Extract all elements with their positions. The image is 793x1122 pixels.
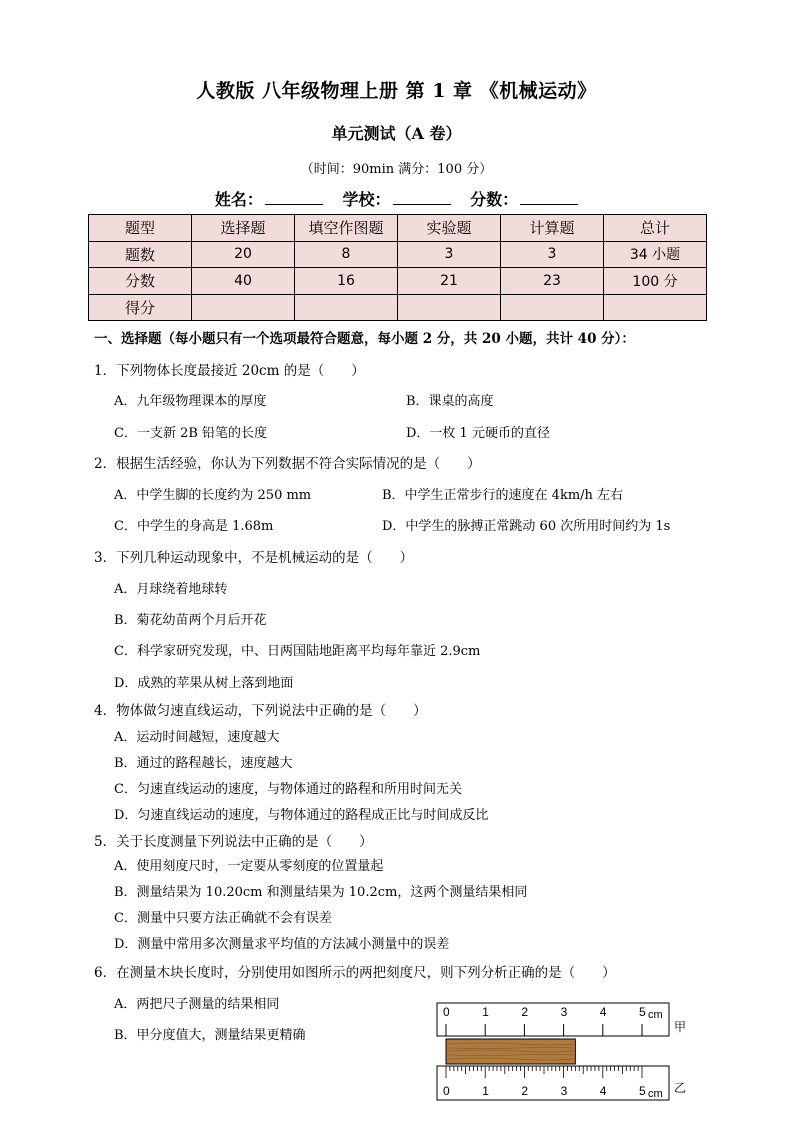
name-label: 姓名： <box>214 190 263 209</box>
question-3-option-c[interactable]: C．科学家研究发现，中、日两国陆地距离平均每年靠近 2.9cm <box>114 644 481 659</box>
score-table <box>88 214 707 321</box>
question-3-stem: 3．下列几种运动现象中，不是机械运动的是（ ） <box>94 550 414 566</box>
score-entry-cell[interactable] <box>604 294 707 321</box>
time-info: （时间：90min 满分：100 分） <box>300 162 493 177</box>
table-cell: 8 <box>295 241 398 268</box>
question-5-option-d[interactable]: D．测量中常用多次测量求平均值的方法减小测量中的误差 <box>114 937 450 952</box>
ruler-yi-tick-label: 2 <box>521 1084 529 1098</box>
question-2-option-d[interactable]: D．中学生的脉搏正常跳动 60 次所用时间约为 1s <box>382 519 671 534</box>
table-cell: 实验题 <box>398 215 501 242</box>
question-3-option-d[interactable]: D．成熟的苹果从树上落到地面 <box>114 676 294 691</box>
table-cell: 21 <box>398 268 501 295</box>
school-label: 学校： <box>342 190 391 209</box>
ruler-jia-tick-label: 3 <box>560 1005 568 1019</box>
score-entry-cell[interactable] <box>295 294 398 321</box>
page-title: 人教版 八年级物理上册 第 1 章 《机械运动》 <box>196 80 597 102</box>
ruler-figure <box>432 1000 692 1105</box>
table-row <box>89 241 707 268</box>
question-6-option-b[interactable]: B．甲分度值大，测量结果更精确 <box>114 1028 306 1043</box>
table-cell: 题型 <box>89 215 192 242</box>
school-blank[interactable] <box>393 190 451 205</box>
question-1-stem: 1．下列物体长度最接近 20cm 的是（ ） <box>94 363 365 379</box>
table-cell: 计算题 <box>501 215 604 242</box>
table-cell: 16 <box>295 268 398 295</box>
ruler-yi-tick-label: 3 <box>560 1084 568 1098</box>
question-1-option-a[interactable]: A．九年级物理课本的厚度 <box>114 394 267 409</box>
question-5-option-a[interactable]: A．使用刻度尺时，一定要从零刻度的位置量起 <box>114 859 384 874</box>
ruler-jia-tick-label: 0 <box>443 1005 450 1019</box>
question-4-option-b[interactable]: B．通过的路程越长，速度越大 <box>114 756 293 771</box>
question-4-option-d[interactable]: D．匀速直线运动的速度，与物体通过的路程成正比与时间成反比 <box>114 808 489 823</box>
question-5-option-c[interactable]: C．测量中只要方法正确就不会有误差 <box>114 911 332 926</box>
question-2-stem: 2．根据生活经验，你认为下列数据不符合实际情况的是（ ） <box>94 456 481 472</box>
table-row <box>89 268 707 295</box>
table-row <box>89 294 707 321</box>
ruler-yi-tick-label: 0 <box>443 1084 450 1098</box>
question-6-stem: 6．在测量木块长度时，分别使用如图所示的两把刻度尺，则下列分析正确的是（ ） <box>94 965 616 981</box>
page-subtitle: 单元测试（A 卷） <box>331 124 462 143</box>
table-cell: 得分 <box>89 294 192 321</box>
table-cell: 40 <box>192 268 295 295</box>
ruler-jia-label: 甲 <box>674 1020 687 1034</box>
table-cell: 23 <box>501 268 604 295</box>
score-entry-cell[interactable] <box>398 294 501 321</box>
name-blank[interactable] <box>265 190 323 205</box>
table-cell: 100 分 <box>604 268 707 295</box>
section-heading: 一、选择题（每小题只有一个选项最符合题意，每小题 2 分，共 20 小题，共计 40 分）： <box>94 331 635 347</box>
question-6-option-a[interactable]: A．两把尺子测量的结果相同 <box>114 997 280 1012</box>
table-cell: 20 <box>192 241 295 268</box>
question-2-option-a[interactable]: A．中学生脚的长度约为 250 mm <box>114 488 312 503</box>
table-cell: 选择题 <box>192 215 295 242</box>
ruler-diagram <box>432 1000 692 1105</box>
score-blank[interactable] <box>520 190 578 205</box>
score-entry-cell[interactable] <box>501 294 604 321</box>
question-4-option-c[interactable]: C．匀速直线运动的速度，与物体通过的路程和所用时间无关 <box>114 782 462 797</box>
ruler-yi-tick-label: 5 <box>639 1084 646 1098</box>
question-3-option-a[interactable]: A．月球绕着地球转 <box>114 582 228 597</box>
ruler-jia-tick-label: 1 <box>482 1005 489 1019</box>
question-2-option-b[interactable]: B．中学生正常步行的速度在 4km/h 左右 <box>382 488 624 503</box>
question-4-stem: 4．物体做匀速直线运动，下列说法中正确的是（ ） <box>94 703 427 719</box>
question-3-option-b[interactable]: B．菊花幼苗两个月后开花 <box>114 613 267 628</box>
question-5-option-b[interactable]: B．测量结果为 10.20cm 和测量结果为 10.2cm，这两个测量结果相同 <box>114 885 528 900</box>
ruler-yi-tick-label: 1 <box>482 1084 489 1098</box>
table-row <box>89 215 707 242</box>
score-entry-cell[interactable] <box>192 294 295 321</box>
ruler-jia-tick-label: 4 <box>599 1005 607 1019</box>
question-5-stem: 5．关于长度测量下列说法中正确的是（ ） <box>94 834 373 850</box>
student-info-line <box>0 187 793 210</box>
question-2-option-c[interactable]: C．中学生的身高是 1.68m <box>114 519 274 534</box>
ruler-yi-tick-label: 4 <box>599 1084 607 1098</box>
ruler-yi-unit: cm <box>648 1088 663 1100</box>
ruler-jia-tick-label: 5 <box>639 1005 646 1019</box>
table-cell: 3 <box>501 241 604 268</box>
question-4-option-a[interactable]: A．运动时间越短，速度越大 <box>114 730 280 745</box>
ruler-jia <box>437 1003 669 1036</box>
table-cell: 题数 <box>89 241 192 268</box>
ruler-jia-tick-label: 2 <box>521 1005 529 1019</box>
question-1-option-c[interactable]: C．一支新 2B 铅笔的长度 <box>114 426 268 441</box>
table-cell: 总计 <box>604 215 707 242</box>
ruler-yi-label: 乙 <box>674 1081 687 1095</box>
table-cell: 34 小题 <box>604 241 707 268</box>
question-1-option-b[interactable]: B．课桌的高度 <box>406 394 494 409</box>
ruler-yi <box>437 1066 669 1100</box>
question-1-option-d[interactable]: D．一枚 1 元硬币的直径 <box>406 426 550 441</box>
table-cell: 分数 <box>89 268 192 295</box>
table-cell: 填空作图题 <box>295 215 398 242</box>
ruler-jia-unit: cm <box>648 1009 663 1021</box>
table-cell: 3 <box>398 241 501 268</box>
score-label: 分数： <box>470 190 519 209</box>
